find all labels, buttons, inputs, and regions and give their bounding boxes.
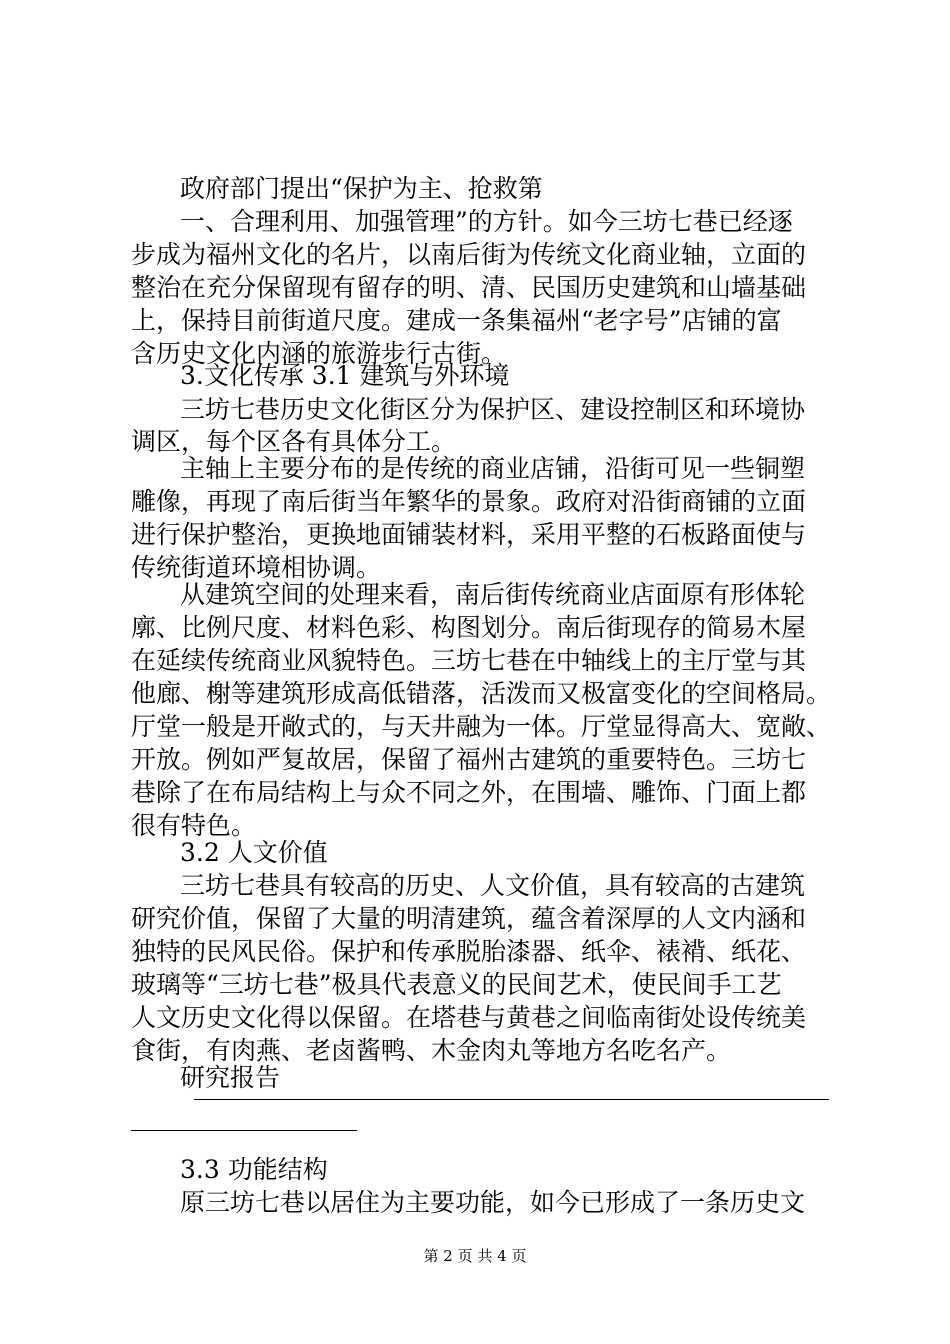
paragraph-line: 厅堂一般是开敞式的，与天井融为一体。厅堂显得高大、宽敞、 (131, 712, 832, 741)
paragraph-line: 人文历史文化得以保留。在塔巷与黄巷之间临南街处设传统美 (131, 1003, 807, 1032)
separator-rule (194, 1099, 829, 1100)
page-footer: 第 2 页 共 4 页 (423, 1247, 527, 1265)
paragraph-line: 廓、比例尺度、材料色彩、构图划分。南后街现存的简易木屋 (131, 613, 807, 642)
paragraph-line: 在延续传统商业风貌特色。三坊七巷在中轴线上的主厅堂与其 (131, 646, 807, 675)
paragraph-line: 三坊七巷历史文化街区分为保护区、建设控制区和环境协 (180, 395, 806, 424)
paragraph-line: 巷除了在布局结构上与众不同之外，在围墙、雕饰、门面上都 (131, 778, 807, 807)
paragraph-line: 开放。例如严复故居，保留了福州古建筑的重要特色。三坊七 (131, 745, 807, 774)
paragraph-line: 独特的民风民俗。保护和传承脱胎漆器、纸伞、裱褙、纸花、 (131, 937, 807, 966)
paragraph-line: 他廊、榭等建筑形成高低错落，活泼而又极富变化的空间格局。 (131, 679, 832, 708)
paragraph-line: 原三坊七巷以居住为主要功能，如今已形成了一条历史文 (180, 1188, 806, 1217)
paragraph-line: 雕像，再现了南后街当年繁华的景象。政府对沿街商铺的立面 (131, 487, 807, 516)
section-heading: 3.3 功能结构 (180, 1155, 328, 1184)
paragraph-line: 整治在充分保留现有留存的明、清、民国历史建筑和山墙基础 (131, 273, 807, 302)
paragraph-line: 玻璃等“三坊七巷”极具代表意义的民间艺术，使民间手工艺 (131, 970, 782, 999)
paragraph-line: 调区，每个区各有具体分工。 (131, 427, 457, 456)
paragraph-line: 步成为福州文化的名片，以南后街为传统文化商业轴，立面的 (131, 240, 807, 269)
paragraph-line: 很有特色。 (131, 811, 257, 840)
paragraph-line: 主轴上主要分布的是传统的商业店铺，沿街可见一些铜塑 (180, 454, 806, 483)
section-heading: 3.文化传承 3.1 建筑与外环境 (180, 361, 510, 390)
paragraph-line: 政府部门提出“保护为主、抢救第 (180, 174, 543, 203)
paragraph-line: 食街，有肉燕、老卤酱鸭、木金肉丸等地方名吃名产。 (131, 1036, 732, 1065)
paragraph-line: 传统街道环境相协调。 (131, 553, 382, 582)
separator-rule (131, 1130, 357, 1131)
paragraph-line: 研究价值，保留了大量的明清建筑，蕴含着深厚的人文内涵和 (131, 904, 807, 933)
paragraph-line: 进行保护整治，更换地面铺装材料，采用平整的石板路面使与 (131, 520, 807, 549)
paragraph-line: 从建筑空间的处理来看，南后街传统商业店面原有形体轮 (180, 580, 806, 609)
paragraph-line: 含历史文化内涵的旅游步行古街。 (131, 339, 507, 368)
paragraph-line: 一、合理利用、加强管理”的方针。如今三坊七巷已经逐 (180, 207, 793, 236)
section-heading: 3.2 人文价值 (180, 838, 328, 867)
paragraph-line: 三坊七巷具有较高的历史、人文价值，具有较高的古建筑 (180, 871, 806, 900)
paragraph-line: 上，保持目前街道尺度。建成一条集福州“老字号”店铺的富 (131, 306, 782, 335)
paragraph-line: 研究报告 (180, 1063, 281, 1092)
